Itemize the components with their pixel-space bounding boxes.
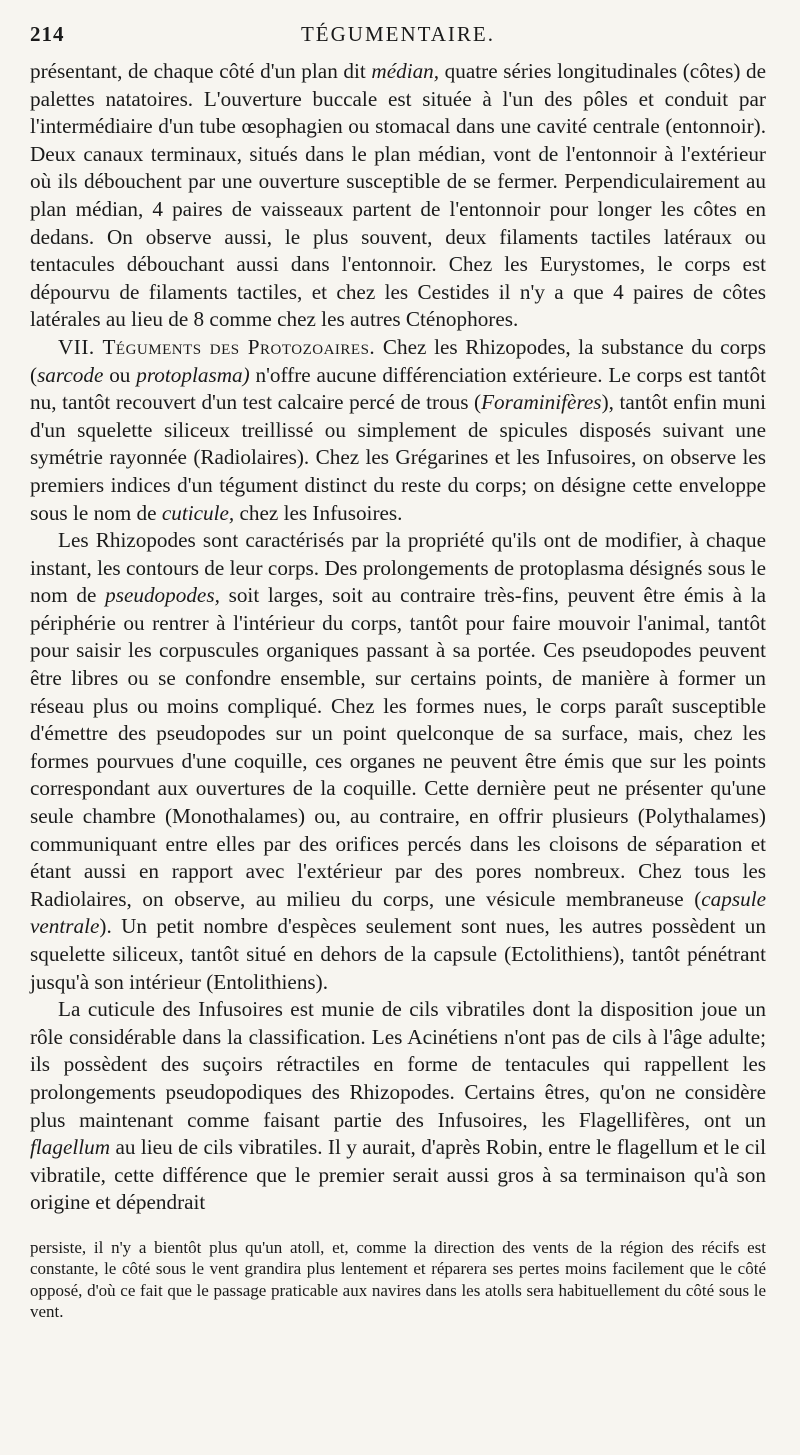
footnote: persiste, il n'y a bientôt plus qu'un atoll, et, comme la direction des vents de la région des récifs est constante, le côté sous le vent grandira plus lentement et réparera ses pertes moins facilement que le côté opposé, d'où ce fait que le passage praticable aux navires dans les atolls sera habituellement du côté sous le vent. (30, 1237, 766, 1322)
paragraph-protozoaires: VII. Téguments des Protozoaires. Chez les Rhizopodes, la substance du corps (sarcode ou protoplasma) n'offre aucune différenciation extérieure. Le corps est tantôt nu, tantôt recouvert d'un test calcaire percé de trous (Foraminifères), tantôt enfin muni d'un squelette siliceux treillissé ou simplement de spicules disposés suivant une symétrie rayonnée (Radiolaires). Chez les Grégarines et les Infusoires, on observe les premiers indices d'un tégument distinct du reste du corps; on désigne cette enveloppe sous le nom de cuticule, chez les Infusoires. (30, 334, 766, 525)
paragraph-rhizopodes: Les Rhizopodes sont caractérisés par la propriété qu'ils ont de modifier, à chaque instant, les contours de leur corps. Des prolongements de protoplasma désignés sous le nom de pseudopodes, soit larges, soit au contraire très-fins, peuvent être émis à la périphérie ou rentrer à l'intérieur du corps, tantôt pour faire mouvoir l'animal, tantôt pour saisir les corpuscules organiques passant à sa portée. Ces pseudopodes peuvent être libres ou se confondre ensemble, sur certains points, de manière à former un réseau plus ou moins compliqué. Chez les formes nues, le corps paraît susceptible d'émettre des pseudopodes sur un point quelconque de sa surface, mais, chez les formes pourvues d'une coquille, ces organes ne peuvent être émis que sur les points correspondant aux ouvertures de la coquille. Cette dernière peut ne présenter qu'une seule chambre (Monothalames) ou, au contraire, en offrir plusieurs (Polythalames) communiquant entre elles par des orifices percés dans les cloisons de séparation et étant aussi en rapport avec l'extérieur par des pores nombreux. Chez tous les Radiolaires, on observe, au milieu du corps, une vésicule membraneuse (capsule ventrale). Un petit nombre d'espèces seulement sont nues, les autres possèdent un squelette siliceux, tantôt situé en dehors de la capsule (Ectolithiens), tantôt pénétrant jusqu'à son intérieur (Entolithiens). (30, 528, 767, 994)
page-header (30, 22, 766, 58)
italic-term: cuticule, (161, 500, 235, 525)
paragraph-infusoires: La cuticule des Infusoires est munie de cils vibratiles dont la disposition joue un rôle considérable dans la classification. Les Acinétiens n'ont pas de cils à l'âge adulte; ils possèdent des suçoirs rétractiles en forme de tentacules qui rappellent les prolongements pseudopodiques des Rhizopodes. Certains êtres, qu'on ne considère plus maintenant comme faisant partie des Infusoires, les Flagellifères, ont un flagellum au lieu de cils vibratiles. Il y aurait, d'après Robin, entre le flagellum et le cil vibratile, cette différence que le premier serait aussi gros à sa terminaison qu'à son origine et dépendrait (30, 997, 766, 1215)
italic-term: sarcode (37, 362, 104, 387)
italic-term: flagellum (30, 1135, 111, 1160)
italic-term: médian, (371, 59, 440, 83)
paragraph-ctenophores: présentant, de chaque côté d'un plan dit médian, quatre séries longitudinales (côtes) de palettes natatoires. L'ouverture buccale est située à l'un des pôles et conduit par l'intermédiaire d'un tube œsophagien ou stomacal dans une cavité centrale (entonnoir). Deux canaux terminaux, situés dans le plan médian, vont de l'entonnoir à l'extérieur où ils débouchent par une ouverture susceptible de se fermer. Perpendiculairement au plan médian, 4 paires de vaisseaux partent de l'entonnoir pour longer les côtes en dedans. On observe aussi, le plus souvent, deux filaments tactiles latéraux ou tentacules débouchant aussi dans l'entonnoir. Chez les Eurystomes, le corps est dépourvu de filaments tactiles, et chez les Cestides il n'y a que 4 paires de côtes latérales au lieu de 8 comme chez les autres Cténophores. (30, 59, 766, 332)
italic-term: Foraminifères (481, 390, 602, 415)
italic-term: protoplasma) (136, 362, 250, 387)
running-title: TÉGUMENTAIRE. (300, 22, 496, 46)
page-number: 214 (30, 22, 65, 46)
section-heading: VII. Téguments des Protozoaires. (58, 334, 376, 359)
italic-term: capsule ventrale (30, 886, 766, 939)
body-text (30, 58, 766, 1217)
italic-term: pseudopodes, (105, 583, 220, 608)
